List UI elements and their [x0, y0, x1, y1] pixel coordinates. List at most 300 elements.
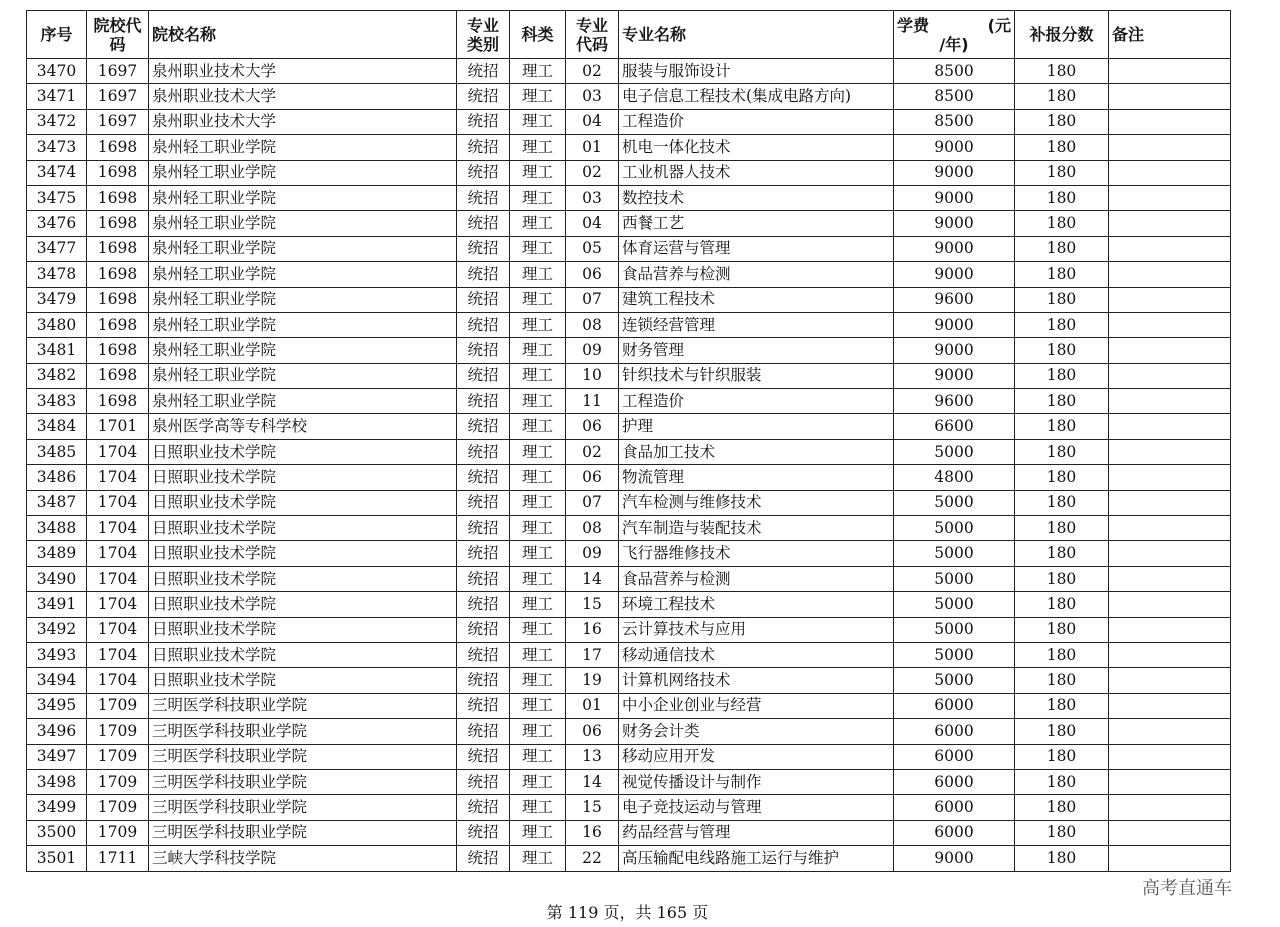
header-subject: 科类: [510, 11, 566, 59]
cell-score: 180: [1015, 84, 1109, 109]
cell-note: [1109, 795, 1231, 820]
table-row: [27, 846, 1231, 871]
cell-seq: 3493: [27, 642, 87, 667]
cell-note: [1109, 287, 1231, 312]
cell-score: 180: [1015, 389, 1109, 414]
cell-major-code: 02: [566, 59, 619, 84]
cell-score: 180: [1015, 338, 1109, 363]
cell-major-code: 03: [566, 84, 619, 109]
cell-school-name: 三明医学科技职业学院: [149, 769, 457, 794]
cell-major-name: 机电一体化技术: [619, 135, 894, 160]
cell-major-code: 03: [566, 185, 619, 210]
cell-seq: 3498: [27, 769, 87, 794]
header-score: 补报分数: [1015, 11, 1109, 59]
cell-fee: 5000: [894, 617, 1015, 642]
header-note: 备注: [1109, 11, 1231, 59]
header-fee: [894, 11, 1015, 59]
table-row: [27, 795, 1231, 820]
cell-seq: 3476: [27, 211, 87, 236]
cell-school-name: 泉州轻工职业学院: [149, 135, 457, 160]
cell-score: 180: [1015, 439, 1109, 464]
cell-fee: 8500: [894, 109, 1015, 134]
cell-subject: 理工: [510, 312, 566, 337]
cell-school-code: 1704: [87, 668, 149, 693]
header-major-type: 专业类别: [457, 11, 510, 59]
cell-major-type: 统招: [457, 744, 510, 769]
cell-school-name: 日照职业技术学院: [149, 465, 457, 490]
cell-note: [1109, 135, 1231, 160]
cell-score: 180: [1015, 592, 1109, 617]
cell-major-code: 10: [566, 363, 619, 388]
cell-school-name: 泉州职业技术大学: [149, 109, 457, 134]
cell-major-code: 15: [566, 592, 619, 617]
header-fee-unit-b: /年): [939, 34, 969, 54]
cell-school-name: 三明医学科技职业学院: [149, 795, 457, 820]
cell-major-name: 食品营养与检测: [619, 262, 894, 287]
cell-major-name: 西餐工艺: [619, 211, 894, 236]
cell-major-type: 统招: [457, 820, 510, 845]
cell-note: [1109, 769, 1231, 794]
cell-school-name: 日照职业技术学院: [149, 592, 457, 617]
cell-major-code: 05: [566, 236, 619, 261]
cell-note: [1109, 211, 1231, 236]
cell-fee: 5000: [894, 516, 1015, 541]
cell-fee: 6000: [894, 719, 1015, 744]
cell-subject: 理工: [510, 363, 566, 388]
cell-school-name: 日照职业技术学院: [149, 566, 457, 591]
cell-school-code: 1698: [87, 236, 149, 261]
cell-major-name: 高压输配电线路施工运行与维护: [619, 846, 894, 871]
cell-subject: 理工: [510, 109, 566, 134]
cell-major-code: 06: [566, 414, 619, 439]
cell-major-name: 电子信息工程技术(集成电路方向): [619, 84, 894, 109]
cell-note: [1109, 389, 1231, 414]
header-school-name: 院校名称: [149, 11, 457, 59]
cell-school-code: 1698: [87, 363, 149, 388]
cell-major-type: 统招: [457, 160, 510, 185]
cell-score: 180: [1015, 465, 1109, 490]
cell-subject: 理工: [510, 262, 566, 287]
cell-school-code: 1698: [87, 287, 149, 312]
cell-subject: 理工: [510, 592, 566, 617]
cell-fee: 9000: [894, 363, 1015, 388]
cell-seq: 3480: [27, 312, 87, 337]
cell-major-type: 统招: [457, 185, 510, 210]
cell-seq: 3495: [27, 693, 87, 718]
cell-fee: 6000: [894, 744, 1015, 769]
table-row: [27, 566, 1231, 591]
cell-school-code: 1698: [87, 135, 149, 160]
cell-major-name: 财务会计类: [619, 719, 894, 744]
table-row: [27, 262, 1231, 287]
cell-major-code: 04: [566, 211, 619, 236]
cell-major-type: 统招: [457, 59, 510, 84]
cell-seq: 3472: [27, 109, 87, 134]
cell-major-name: 工业机器人技术: [619, 160, 894, 185]
cell-subject: 理工: [510, 287, 566, 312]
cell-fee: 9000: [894, 846, 1015, 871]
cell-fee: 6000: [894, 769, 1015, 794]
cell-school-name: 三峡大学科技学院: [149, 846, 457, 871]
cell-note: [1109, 490, 1231, 515]
cell-school-code: 1701: [87, 414, 149, 439]
cell-major-type: 统招: [457, 109, 510, 134]
cell-major-type: 统招: [457, 312, 510, 337]
cell-school-name: 泉州职业技术大学: [149, 84, 457, 109]
table-row: [27, 389, 1231, 414]
header-row: [27, 11, 1231, 59]
cell-note: [1109, 541, 1231, 566]
table-row: [27, 211, 1231, 236]
cell-school-name: 日照职业技术学院: [149, 642, 457, 667]
cell-seq: 3501: [27, 846, 87, 871]
table-row: [27, 363, 1231, 388]
cell-seq: 3478: [27, 262, 87, 287]
cell-major-name: 药品经营与管理: [619, 820, 894, 845]
cell-fee: 4800: [894, 465, 1015, 490]
cell-school-code: 1697: [87, 84, 149, 109]
cell-major-type: 统招: [457, 846, 510, 871]
cell-major-type: 统招: [457, 516, 510, 541]
cell-score: 180: [1015, 820, 1109, 845]
cell-major-type: 统招: [457, 84, 510, 109]
cell-subject: 理工: [510, 769, 566, 794]
cell-subject: 理工: [510, 617, 566, 642]
cell-subject: 理工: [510, 135, 566, 160]
cell-note: [1109, 363, 1231, 388]
cell-major-name: 连锁经营管理: [619, 312, 894, 337]
cell-school-name: 泉州医学高等专科学校: [149, 414, 457, 439]
cell-school-name: 泉州轻工职业学院: [149, 312, 457, 337]
table-row: [27, 439, 1231, 464]
cell-subject: 理工: [510, 846, 566, 871]
cell-note: [1109, 262, 1231, 287]
cell-note: [1109, 84, 1231, 109]
cell-school-code: 1704: [87, 566, 149, 591]
cell-fee: 5000: [894, 566, 1015, 591]
table-row: [27, 109, 1231, 134]
table-row: [27, 516, 1231, 541]
table-row: [27, 160, 1231, 185]
cell-school-code: 1697: [87, 109, 149, 134]
cell-major-code: 14: [566, 566, 619, 591]
cell-seq: 3485: [27, 439, 87, 464]
cell-major-type: 统招: [457, 338, 510, 363]
cell-seq: 3473: [27, 135, 87, 160]
cell-seq: 3484: [27, 414, 87, 439]
cell-major-type: 统招: [457, 566, 510, 591]
cell-major-name: 环境工程技术: [619, 592, 894, 617]
cell-major-code: 22: [566, 846, 619, 871]
cell-major-type: 统招: [457, 541, 510, 566]
cell-major-code: 07: [566, 490, 619, 515]
cell-note: [1109, 592, 1231, 617]
cell-note: [1109, 642, 1231, 667]
cell-major-name: 汽车制造与装配技术: [619, 516, 894, 541]
cell-major-name: 财务管理: [619, 338, 894, 363]
cell-major-type: 统招: [457, 719, 510, 744]
header-major-name: 专业名称: [619, 11, 894, 59]
header-seq: 序号: [27, 11, 87, 59]
cell-school-code: 1698: [87, 338, 149, 363]
cell-major-name: 计算机网络技术: [619, 668, 894, 693]
table-row: [27, 312, 1231, 337]
cell-score: 180: [1015, 363, 1109, 388]
cell-subject: 理工: [510, 668, 566, 693]
cell-score: 180: [1015, 566, 1109, 591]
cell-major-name: 食品营养与检测: [619, 566, 894, 591]
cell-school-code: 1697: [87, 59, 149, 84]
cell-school-name: 泉州职业技术大学: [149, 59, 457, 84]
cell-major-code: 17: [566, 642, 619, 667]
cell-school-code: 1709: [87, 795, 149, 820]
cell-score: 180: [1015, 769, 1109, 794]
cell-seq: 3491: [27, 592, 87, 617]
cell-score: 180: [1015, 744, 1109, 769]
cell-major-code: 08: [566, 312, 619, 337]
cell-major-code: 06: [566, 719, 619, 744]
cell-note: [1109, 160, 1231, 185]
cell-score: 180: [1015, 795, 1109, 820]
cell-seq: 3477: [27, 236, 87, 261]
cell-major-type: 统招: [457, 592, 510, 617]
cell-major-type: 统招: [457, 490, 510, 515]
cell-major-name: 建筑工程技术: [619, 287, 894, 312]
cell-score: 180: [1015, 109, 1109, 134]
cell-major-name: 汽车检测与维修技术: [619, 490, 894, 515]
table-row: [27, 592, 1231, 617]
cell-seq: 3486: [27, 465, 87, 490]
cell-note: [1109, 617, 1231, 642]
header-fee-label: 学费: [897, 15, 930, 35]
cell-note: [1109, 59, 1231, 84]
cell-major-type: 统招: [457, 135, 510, 160]
cell-fee: 9000: [894, 185, 1015, 210]
cell-major-name: 体育运营与管理: [619, 236, 894, 261]
cell-note: [1109, 744, 1231, 769]
cell-score: 180: [1015, 541, 1109, 566]
table-row: [27, 465, 1231, 490]
cell-subject: 理工: [510, 465, 566, 490]
cell-seq: 3499: [27, 795, 87, 820]
cell-major-type: 统招: [457, 617, 510, 642]
cell-seq: 3488: [27, 516, 87, 541]
cell-seq: 3490: [27, 566, 87, 591]
cell-score: 180: [1015, 516, 1109, 541]
cell-seq: 3470: [27, 59, 87, 84]
cell-score: 180: [1015, 262, 1109, 287]
table-row: [27, 617, 1231, 642]
cell-note: [1109, 109, 1231, 134]
cell-school-name: 泉州轻工职业学院: [149, 287, 457, 312]
cell-fee: 6000: [894, 693, 1015, 718]
cell-fee: 6000: [894, 820, 1015, 845]
cell-seq: 3492: [27, 617, 87, 642]
cell-subject: 理工: [510, 820, 566, 845]
cell-seq: 3482: [27, 363, 87, 388]
table-row: [27, 490, 1231, 515]
cell-major-name: 物流管理: [619, 465, 894, 490]
cell-note: [1109, 516, 1231, 541]
cell-fee: 9000: [894, 312, 1015, 337]
cell-seq: 3489: [27, 541, 87, 566]
table-row: [27, 668, 1231, 693]
cell-school-code: 1709: [87, 693, 149, 718]
cell-major-code: 11: [566, 389, 619, 414]
table-row: [27, 744, 1231, 769]
cell-major-name: 中小企业创业与经营: [619, 693, 894, 718]
cell-major-type: 统招: [457, 668, 510, 693]
cell-seq: 3487: [27, 490, 87, 515]
cell-seq: 3496: [27, 719, 87, 744]
cell-school-code: 1698: [87, 312, 149, 337]
cell-major-code: 08: [566, 516, 619, 541]
cell-school-code: 1698: [87, 389, 149, 414]
cell-fee: 8500: [894, 84, 1015, 109]
cell-school-code: 1709: [87, 719, 149, 744]
cell-score: 180: [1015, 185, 1109, 210]
watermark-logo-text: 高考直通车: [1142, 878, 1232, 899]
cell-school-code: 1704: [87, 490, 149, 515]
cell-note: [1109, 719, 1231, 744]
cell-school-code: 1709: [87, 744, 149, 769]
cell-score: 180: [1015, 236, 1109, 261]
cell-major-name: 视觉传播设计与制作: [619, 769, 894, 794]
cell-subject: 理工: [510, 719, 566, 744]
cell-major-name: 数控技术: [619, 185, 894, 210]
table-row: [27, 642, 1231, 667]
cell-subject: 理工: [510, 84, 566, 109]
cell-subject: 理工: [510, 185, 566, 210]
cell-score: 180: [1015, 59, 1109, 84]
cell-seq: 3483: [27, 389, 87, 414]
cell-major-type: 统招: [457, 465, 510, 490]
cell-school-code: 1698: [87, 211, 149, 236]
cell-school-code: 1704: [87, 465, 149, 490]
cell-school-code: 1704: [87, 617, 149, 642]
cell-major-name: 服装与服饰设计: [619, 59, 894, 84]
cell-note: [1109, 668, 1231, 693]
cell-note: [1109, 185, 1231, 210]
cell-note: [1109, 236, 1231, 261]
cell-score: 180: [1015, 719, 1109, 744]
cell-fee: 5000: [894, 642, 1015, 667]
cell-major-name: 移动应用开发: [619, 744, 894, 769]
cell-school-name: 泉州轻工职业学院: [149, 389, 457, 414]
header-school-code: 院校代码: [87, 11, 149, 59]
cell-major-type: 统招: [457, 439, 510, 464]
cell-subject: 理工: [510, 414, 566, 439]
cell-score: 180: [1015, 668, 1109, 693]
cell-major-code: 02: [566, 439, 619, 464]
table-row: [27, 287, 1231, 312]
cell-school-name: 三明医学科技职业学院: [149, 744, 457, 769]
cell-school-name: 日照职业技术学院: [149, 541, 457, 566]
cell-note: [1109, 693, 1231, 718]
cell-score: 180: [1015, 287, 1109, 312]
table-body: [27, 59, 1231, 872]
cell-major-code: 06: [566, 262, 619, 287]
cell-fee: 9000: [894, 236, 1015, 261]
cell-fee: 9000: [894, 338, 1015, 363]
cell-subject: 理工: [510, 338, 566, 363]
table-row: [27, 541, 1231, 566]
cell-school-name: 泉州轻工职业学院: [149, 338, 457, 363]
cell-major-type: 统招: [457, 236, 510, 261]
cell-subject: 理工: [510, 693, 566, 718]
cell-seq: 3479: [27, 287, 87, 312]
cell-major-code: 04: [566, 109, 619, 134]
cell-subject: 理工: [510, 439, 566, 464]
cell-subject: 理工: [510, 211, 566, 236]
cell-note: [1109, 566, 1231, 591]
cell-note: [1109, 820, 1231, 845]
cell-major-code: 09: [566, 541, 619, 566]
cell-score: 180: [1015, 414, 1109, 439]
table-row: [27, 185, 1231, 210]
table-row: [27, 84, 1231, 109]
cell-major-code: 15: [566, 795, 619, 820]
cell-major-type: 统招: [457, 389, 510, 414]
cell-major-code: 13: [566, 744, 619, 769]
cell-fee: 9000: [894, 211, 1015, 236]
cell-school-name: 泉州轻工职业学院: [149, 211, 457, 236]
cell-major-type: 统招: [457, 769, 510, 794]
cell-subject: 理工: [510, 541, 566, 566]
cell-fee: 9000: [894, 135, 1015, 160]
table-row: [27, 769, 1231, 794]
cell-major-type: 统招: [457, 262, 510, 287]
cell-note: [1109, 312, 1231, 337]
cell-major-type: 统招: [457, 363, 510, 388]
cell-school-name: 泉州轻工职业学院: [149, 185, 457, 210]
cell-note: [1109, 439, 1231, 464]
cell-school-code: 1709: [87, 820, 149, 845]
cell-major-name: 护理: [619, 414, 894, 439]
cell-school-code: 1698: [87, 185, 149, 210]
cell-fee: 8500: [894, 59, 1015, 84]
cell-fee: 9600: [894, 389, 1015, 414]
cell-major-code: 01: [566, 693, 619, 718]
cell-seq: 3494: [27, 668, 87, 693]
cell-major-type: 统招: [457, 287, 510, 312]
cell-school-code: 1704: [87, 642, 149, 667]
cell-fee: 9600: [894, 287, 1015, 312]
cell-major-code: 09: [566, 338, 619, 363]
cell-subject: 理工: [510, 642, 566, 667]
table-row: [27, 693, 1231, 718]
cell-seq: 3500: [27, 820, 87, 845]
cell-major-type: 统招: [457, 795, 510, 820]
cell-school-name: 日照职业技术学院: [149, 617, 457, 642]
cell-school-name: 泉州轻工职业学院: [149, 236, 457, 261]
cell-subject: 理工: [510, 236, 566, 261]
cell-school-code: 1698: [87, 262, 149, 287]
cell-major-type: 统招: [457, 693, 510, 718]
cell-school-name: 三明医学科技职业学院: [149, 693, 457, 718]
cell-school-name: 日照职业技术学院: [149, 516, 457, 541]
table-row: [27, 414, 1231, 439]
header-major-code: 专业代码: [566, 11, 619, 59]
cell-major-code: 19: [566, 668, 619, 693]
table-row: [27, 820, 1231, 845]
cell-score: 180: [1015, 211, 1109, 236]
cell-major-code: 07: [566, 287, 619, 312]
cell-school-name: 日照职业技术学院: [149, 490, 457, 515]
cell-school-name: 日照职业技术学院: [149, 668, 457, 693]
cell-major-code: 01: [566, 135, 619, 160]
cell-fee: 6000: [894, 795, 1015, 820]
